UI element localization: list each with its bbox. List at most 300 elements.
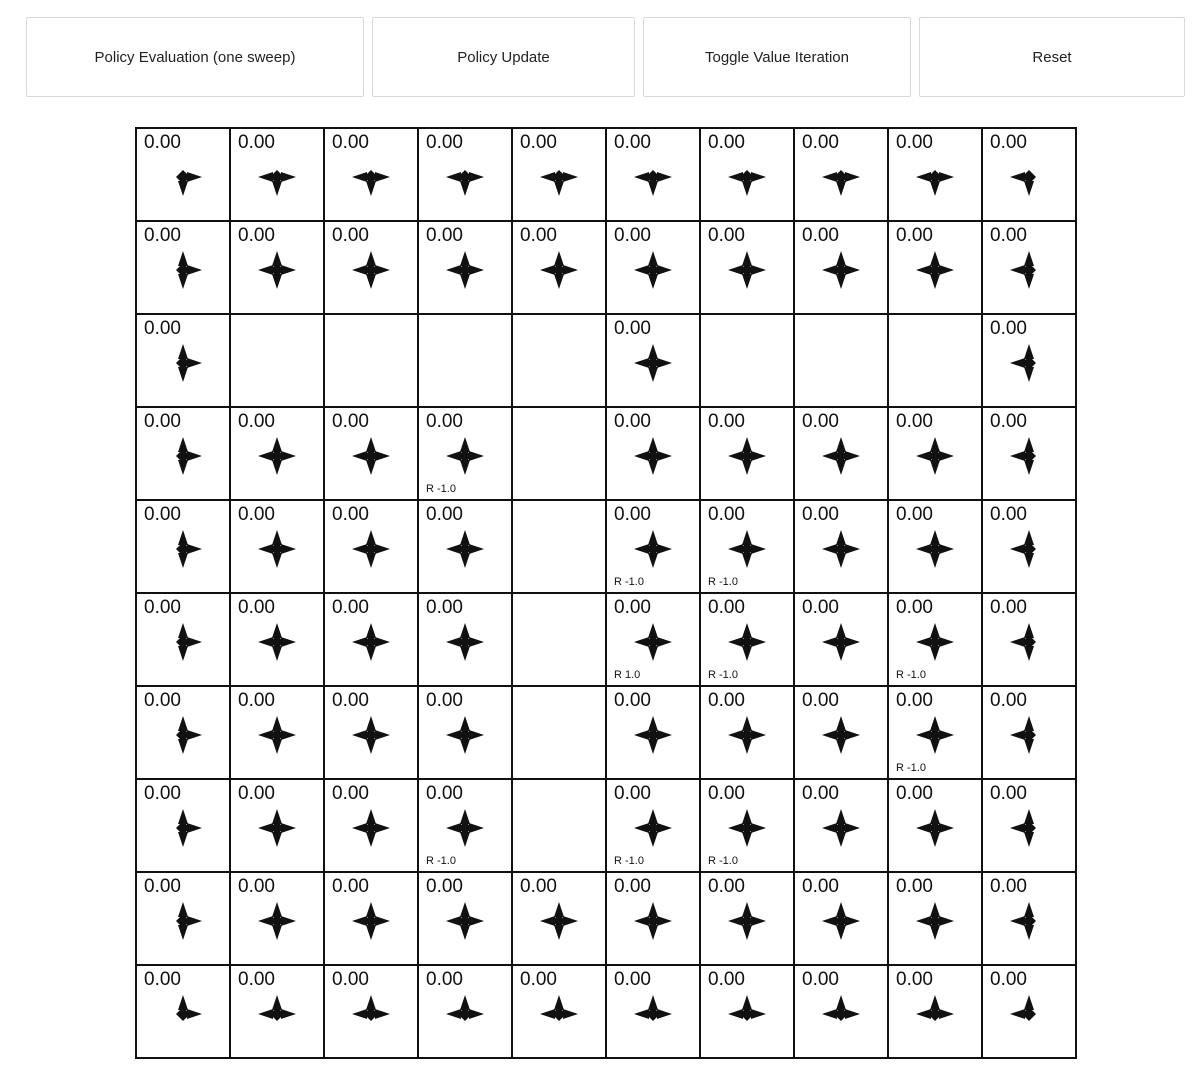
grid-cell[interactable] (794, 221, 888, 314)
policy-arrows-icon (325, 713, 417, 757)
policy-arrows-icon (137, 713, 229, 757)
grid-cell[interactable] (982, 314, 1076, 407)
grid-cell[interactable] (700, 779, 794, 872)
policy-arrows-icon (607, 341, 699, 385)
cell-value: 0.00 (896, 504, 933, 525)
grid-cell[interactable] (794, 407, 888, 500)
grid-cell[interactable] (418, 872, 512, 965)
policy-arrows-icon (607, 620, 699, 664)
cell-value: 0.00 (990, 597, 1027, 618)
policy-arrows-icon (325, 992, 417, 1036)
cell-value: 0.00 (238, 876, 275, 897)
cell-value: 0.00 (332, 876, 369, 897)
grid-cell[interactable] (700, 128, 794, 221)
policy-arrows-icon (607, 527, 699, 571)
policy-arrows-icon (419, 806, 511, 850)
cell-value: 0.00 (614, 969, 651, 990)
grid-cell[interactable] (324, 686, 418, 779)
cell-value: 0.00 (614, 225, 651, 246)
grid-cell[interactable] (324, 128, 418, 221)
grid-cell[interactable] (982, 128, 1076, 221)
grid-cell[interactable] (982, 407, 1076, 500)
policy-arrows-icon (983, 248, 1075, 292)
grid-cell[interactable] (230, 500, 324, 593)
cell-value: 0.00 (426, 411, 463, 432)
grid-cell[interactable] (982, 965, 1076, 1058)
policy-arrows-icon (889, 434, 981, 478)
grid-table (135, 127, 1077, 1059)
cell-reward-label: R 1.0 (614, 669, 641, 681)
cell-value: 0.00 (896, 411, 933, 432)
cell-value: 0.00 (896, 876, 933, 897)
grid-cell[interactable] (324, 593, 418, 686)
cell-value: 0.00 (896, 690, 933, 711)
grid-cell[interactable] (230, 779, 324, 872)
grid-row (136, 407, 1076, 500)
grid-cell[interactable] (418, 593, 512, 686)
grid-cell-wall[interactable] (512, 593, 606, 686)
cell-value: 0.00 (708, 969, 745, 990)
cell-value: 0.00 (144, 597, 181, 618)
grid-cell[interactable] (888, 686, 982, 779)
cell-value: 0.00 (238, 132, 275, 153)
grid-cell[interactable] (606, 965, 700, 1058)
grid-cell[interactable] (888, 593, 982, 686)
policy-arrows-icon (889, 620, 981, 664)
grid-cell[interactable] (794, 500, 888, 593)
grid-cell[interactable] (418, 779, 512, 872)
cell-value: 0.00 (708, 783, 745, 804)
policy-arrows-icon (701, 155, 793, 199)
cell-value: 0.00 (144, 132, 181, 153)
policy-arrows-icon (325, 620, 417, 664)
policy-arrows-icon (607, 434, 699, 478)
policy-evaluation-button[interactable]: Policy Evaluation (one sweep) (26, 17, 364, 97)
grid-row (136, 686, 1076, 779)
policy-arrows-icon (325, 806, 417, 850)
policy-arrows-icon (983, 341, 1075, 385)
cell-value: 0.00 (332, 225, 369, 246)
grid-row (136, 500, 1076, 593)
grid-cell[interactable] (136, 593, 230, 686)
grid-cell[interactable] (230, 686, 324, 779)
grid-cell[interactable] (324, 221, 418, 314)
cell-value: 0.00 (614, 690, 651, 711)
policy-arrows-icon (607, 806, 699, 850)
cell-value: 0.00 (238, 690, 275, 711)
grid-cell[interactable] (700, 500, 794, 593)
policy-arrows-icon (325, 248, 417, 292)
policy-arrows-icon (889, 155, 981, 199)
reset-button[interactable]: Reset (919, 17, 1185, 97)
grid-cell[interactable] (136, 314, 230, 407)
cell-value: 0.00 (802, 783, 839, 804)
grid-cell[interactable] (230, 965, 324, 1058)
grid-cell[interactable] (700, 965, 794, 1058)
policy-arrows-icon (983, 899, 1075, 943)
grid-cell[interactable] (794, 128, 888, 221)
grid-cell[interactable] (794, 593, 888, 686)
policy-arrows-icon (983, 434, 1075, 478)
grid-cell[interactable] (982, 686, 1076, 779)
policy-arrows-icon (231, 992, 323, 1036)
cell-reward-label: R -1.0 (614, 576, 644, 588)
grid-cell[interactable] (888, 407, 982, 500)
grid-cell-wall[interactable] (512, 779, 606, 872)
policy-arrows-icon (607, 248, 699, 292)
cell-value: 0.00 (802, 690, 839, 711)
grid-cell[interactable] (324, 872, 418, 965)
cell-value: 0.00 (520, 876, 557, 897)
grid-cell[interactable] (230, 872, 324, 965)
grid-cell[interactable] (136, 686, 230, 779)
cell-value: 0.00 (708, 411, 745, 432)
cell-value: 0.00 (990, 411, 1027, 432)
grid-row (136, 965, 1076, 1058)
grid-cell-wall[interactable] (512, 407, 606, 500)
policy-arrows-icon (607, 899, 699, 943)
grid-cell[interactable] (418, 128, 512, 221)
cell-value: 0.00 (614, 411, 651, 432)
grid-row (136, 872, 1076, 965)
cell-value: 0.00 (990, 876, 1027, 897)
grid-cell[interactable] (606, 500, 700, 593)
policy-arrows-icon (795, 620, 887, 664)
cell-value: 0.00 (802, 411, 839, 432)
grid-row (136, 593, 1076, 686)
policy-arrows-icon (231, 899, 323, 943)
grid-cell[interactable] (888, 779, 982, 872)
cell-value: 0.00 (144, 876, 181, 897)
cell-reward-label: R -1.0 (426, 483, 456, 495)
grid-cell[interactable] (136, 407, 230, 500)
cell-value: 0.00 (144, 504, 181, 525)
grid-cell[interactable] (324, 407, 418, 500)
grid-cell[interactable] (982, 872, 1076, 965)
policy-arrows-icon (983, 713, 1075, 757)
grid-cell[interactable] (324, 779, 418, 872)
grid-cell[interactable] (982, 500, 1076, 593)
policy-arrows-icon (419, 248, 511, 292)
policy-arrows-icon (231, 155, 323, 199)
policy-arrows-icon (419, 434, 511, 478)
grid-cell[interactable] (136, 779, 230, 872)
cell-value: 0.00 (144, 969, 181, 990)
grid-cell[interactable] (324, 965, 418, 1058)
cell-value: 0.00 (144, 783, 181, 804)
cell-value: 0.00 (802, 969, 839, 990)
cell-value: 0.00 (144, 411, 181, 432)
cell-value: 0.00 (144, 690, 181, 711)
policy-arrows-icon (231, 806, 323, 850)
policy-arrows-icon (983, 620, 1075, 664)
policy-arrows-icon (795, 527, 887, 571)
grid-cell[interactable] (888, 221, 982, 314)
cell-value: 0.00 (802, 225, 839, 246)
cell-reward-label: R -1.0 (708, 855, 738, 867)
policy-arrows-icon (795, 434, 887, 478)
cell-value: 0.00 (238, 969, 275, 990)
cell-reward-label: R -1.0 (896, 669, 926, 681)
policy-arrows-icon (137, 806, 229, 850)
cell-value: 0.00 (144, 225, 181, 246)
grid-cell[interactable] (888, 872, 982, 965)
cell-value: 0.00 (426, 876, 463, 897)
cell-value: 0.00 (614, 597, 651, 618)
policy-arrows-icon (889, 527, 981, 571)
grid-cell[interactable] (136, 221, 230, 314)
cell-value: 0.00 (614, 318, 651, 339)
policy-arrows-icon (513, 155, 605, 199)
grid-cell[interactable] (700, 593, 794, 686)
policy-arrows-icon (419, 620, 511, 664)
cell-value: 0.00 (426, 969, 463, 990)
gridworld-grid (135, 127, 1077, 1059)
grid-cell[interactable] (136, 128, 230, 221)
policy-arrows-icon (325, 899, 417, 943)
grid-cell[interactable] (606, 779, 700, 872)
cell-value: 0.00 (614, 876, 651, 897)
grid-cell-wall[interactable] (324, 314, 418, 407)
cell-value: 0.00 (238, 504, 275, 525)
grid-cell[interactable] (700, 686, 794, 779)
grid-cell-wall[interactable] (418, 314, 512, 407)
policy-arrows-icon (419, 527, 511, 571)
grid-row (136, 128, 1076, 221)
policy-arrows-icon (325, 155, 417, 199)
policy-arrows-icon (701, 248, 793, 292)
cell-value: 0.00 (332, 411, 369, 432)
policy-arrows-icon (701, 806, 793, 850)
cell-value: 0.00 (520, 969, 557, 990)
cell-reward-label: R -1.0 (426, 855, 456, 867)
cell-value: 0.00 (990, 969, 1027, 990)
policy-arrows-icon (983, 806, 1075, 850)
policy-arrows-icon (231, 713, 323, 757)
cell-value: 0.00 (802, 132, 839, 153)
cell-value: 0.00 (426, 783, 463, 804)
grid-cell[interactable] (888, 965, 982, 1058)
cell-reward-label: R -1.0 (708, 576, 738, 588)
grid-cell[interactable] (888, 500, 982, 593)
cell-value: 0.00 (990, 690, 1027, 711)
policy-arrows-icon (889, 899, 981, 943)
policy-arrows-icon (137, 620, 229, 664)
grid-cell[interactable] (794, 686, 888, 779)
policy-arrows-icon (231, 620, 323, 664)
grid-cell[interactable] (888, 128, 982, 221)
policy-arrows-icon (983, 155, 1075, 199)
grid-cell[interactable] (700, 221, 794, 314)
policy-arrows-icon (325, 527, 417, 571)
policy-arrows-icon (231, 248, 323, 292)
cell-value: 0.00 (614, 504, 651, 525)
cell-value: 0.00 (332, 783, 369, 804)
policy-arrows-icon (701, 992, 793, 1036)
policy-arrows-icon (137, 899, 229, 943)
grid-cell[interactable] (606, 128, 700, 221)
policy-update-button[interactable]: Policy Update (372, 17, 635, 97)
grid-row (136, 221, 1076, 314)
cell-value: 0.00 (708, 597, 745, 618)
grid-cell[interactable] (606, 407, 700, 500)
policy-arrows-icon (795, 248, 887, 292)
policy-arrows-icon (419, 899, 511, 943)
grid-cell[interactable] (606, 686, 700, 779)
cell-value: 0.00 (896, 597, 933, 618)
grid-cell-wall[interactable] (888, 314, 982, 407)
policy-arrows-icon (795, 992, 887, 1036)
policy-arrows-icon (889, 992, 981, 1036)
policy-arrows-icon (607, 155, 699, 199)
grid-cell[interactable] (324, 500, 418, 593)
policy-arrows-icon (889, 713, 981, 757)
policy-arrows-icon (889, 806, 981, 850)
policy-arrows-icon (325, 434, 417, 478)
policy-arrows-icon (231, 434, 323, 478)
toggle-value-iteration-button[interactable]: Toggle Value Iteration (643, 17, 911, 97)
policy-arrows-icon (701, 527, 793, 571)
grid-cell[interactable] (418, 686, 512, 779)
cell-value: 0.00 (802, 876, 839, 897)
toolbar (26, 17, 1185, 97)
policy-arrows-icon (983, 527, 1075, 571)
policy-arrows-icon (513, 899, 605, 943)
policy-arrows-icon (889, 248, 981, 292)
policy-arrows-icon (419, 155, 511, 199)
grid-cell-wall[interactable] (700, 314, 794, 407)
cell-value: 0.00 (614, 783, 651, 804)
grid-cell[interactable] (230, 128, 324, 221)
policy-arrows-icon (983, 992, 1075, 1036)
policy-arrows-icon (701, 899, 793, 943)
cell-value: 0.00 (238, 783, 275, 804)
cell-value: 0.00 (332, 690, 369, 711)
grid-row (136, 314, 1076, 407)
grid-cell[interactable] (418, 221, 512, 314)
cell-value: 0.00 (990, 132, 1027, 153)
cell-value: 0.00 (426, 690, 463, 711)
policy-arrows-icon (419, 713, 511, 757)
grid-cell-wall[interactable] (512, 500, 606, 593)
grid-cell[interactable] (794, 779, 888, 872)
grid-cell[interactable] (512, 128, 606, 221)
grid-cell[interactable] (794, 965, 888, 1058)
grid-cell[interactable] (418, 407, 512, 500)
policy-arrows-icon (701, 434, 793, 478)
cell-value: 0.00 (332, 132, 369, 153)
cell-value: 0.00 (708, 132, 745, 153)
grid-cell[interactable] (512, 965, 606, 1058)
cell-value: 0.00 (802, 597, 839, 618)
cell-value: 0.00 (520, 225, 557, 246)
grid-row (136, 779, 1076, 872)
grid-cell[interactable] (700, 407, 794, 500)
cell-value: 0.00 (708, 876, 745, 897)
cell-value: 0.00 (896, 132, 933, 153)
grid-cell[interactable] (418, 965, 512, 1058)
cell-value: 0.00 (614, 132, 651, 153)
grid-cell[interactable] (136, 965, 230, 1058)
grid-cell-wall[interactable] (794, 314, 888, 407)
policy-arrows-icon (137, 155, 229, 199)
grid-cell[interactable] (700, 872, 794, 965)
policy-arrows-icon (137, 434, 229, 478)
policy-arrows-icon (795, 899, 887, 943)
grid-cell[interactable] (982, 593, 1076, 686)
cell-reward-label: R -1.0 (896, 762, 926, 774)
grid-cell[interactable] (230, 221, 324, 314)
policy-arrows-icon (795, 155, 887, 199)
cell-value: 0.00 (990, 504, 1027, 525)
cell-reward-label: R -1.0 (708, 669, 738, 681)
cell-value: 0.00 (990, 783, 1027, 804)
cell-value: 0.00 (896, 783, 933, 804)
policy-arrows-icon (137, 527, 229, 571)
grid-cell[interactable] (606, 221, 700, 314)
policy-arrows-icon (137, 341, 229, 385)
policy-arrows-icon (513, 992, 605, 1036)
grid-cell[interactable] (512, 872, 606, 965)
grid-cell[interactable] (230, 407, 324, 500)
cell-value: 0.00 (426, 225, 463, 246)
policy-arrows-icon (419, 992, 511, 1036)
policy-arrows-icon (607, 713, 699, 757)
policy-arrows-icon (701, 620, 793, 664)
policy-arrows-icon (513, 248, 605, 292)
policy-arrows-icon (795, 713, 887, 757)
cell-value: 0.00 (990, 225, 1027, 246)
cell-value: 0.00 (896, 225, 933, 246)
grid-cell[interactable] (794, 872, 888, 965)
cell-value: 0.00 (896, 969, 933, 990)
cell-value: 0.00 (520, 132, 557, 153)
policy-arrows-icon (231, 527, 323, 571)
grid-cell[interactable] (982, 779, 1076, 872)
policy-arrows-icon (137, 992, 229, 1036)
cell-value: 0.00 (426, 504, 463, 525)
cell-value: 0.00 (144, 318, 181, 339)
cell-value: 0.00 (802, 504, 839, 525)
cell-value: 0.00 (426, 132, 463, 153)
cell-value: 0.00 (708, 225, 745, 246)
policy-arrows-icon (607, 992, 699, 1036)
grid-cell[interactable] (136, 872, 230, 965)
grid-cell[interactable] (136, 500, 230, 593)
grid-cell[interactable] (606, 872, 700, 965)
cell-value: 0.00 (332, 597, 369, 618)
grid-cell[interactable] (982, 221, 1076, 314)
cell-value: 0.00 (238, 411, 275, 432)
cell-value: 0.00 (238, 597, 275, 618)
cell-value: 0.00 (708, 690, 745, 711)
grid-cell[interactable] (512, 221, 606, 314)
cell-value: 0.00 (708, 504, 745, 525)
grid-cell[interactable] (606, 314, 700, 407)
policy-arrows-icon (795, 806, 887, 850)
grid-cell[interactable] (606, 593, 700, 686)
grid-cell-wall[interactable] (512, 686, 606, 779)
cell-value: 0.00 (332, 969, 369, 990)
cell-value: 0.00 (238, 225, 275, 246)
policy-arrows-icon (701, 713, 793, 757)
cell-value: 0.00 (332, 504, 369, 525)
grid-cell[interactable] (230, 593, 324, 686)
grid-cell-wall[interactable] (230, 314, 324, 407)
grid-cell[interactable] (418, 500, 512, 593)
policy-arrows-icon (137, 248, 229, 292)
grid-cell-wall[interactable] (512, 314, 606, 407)
